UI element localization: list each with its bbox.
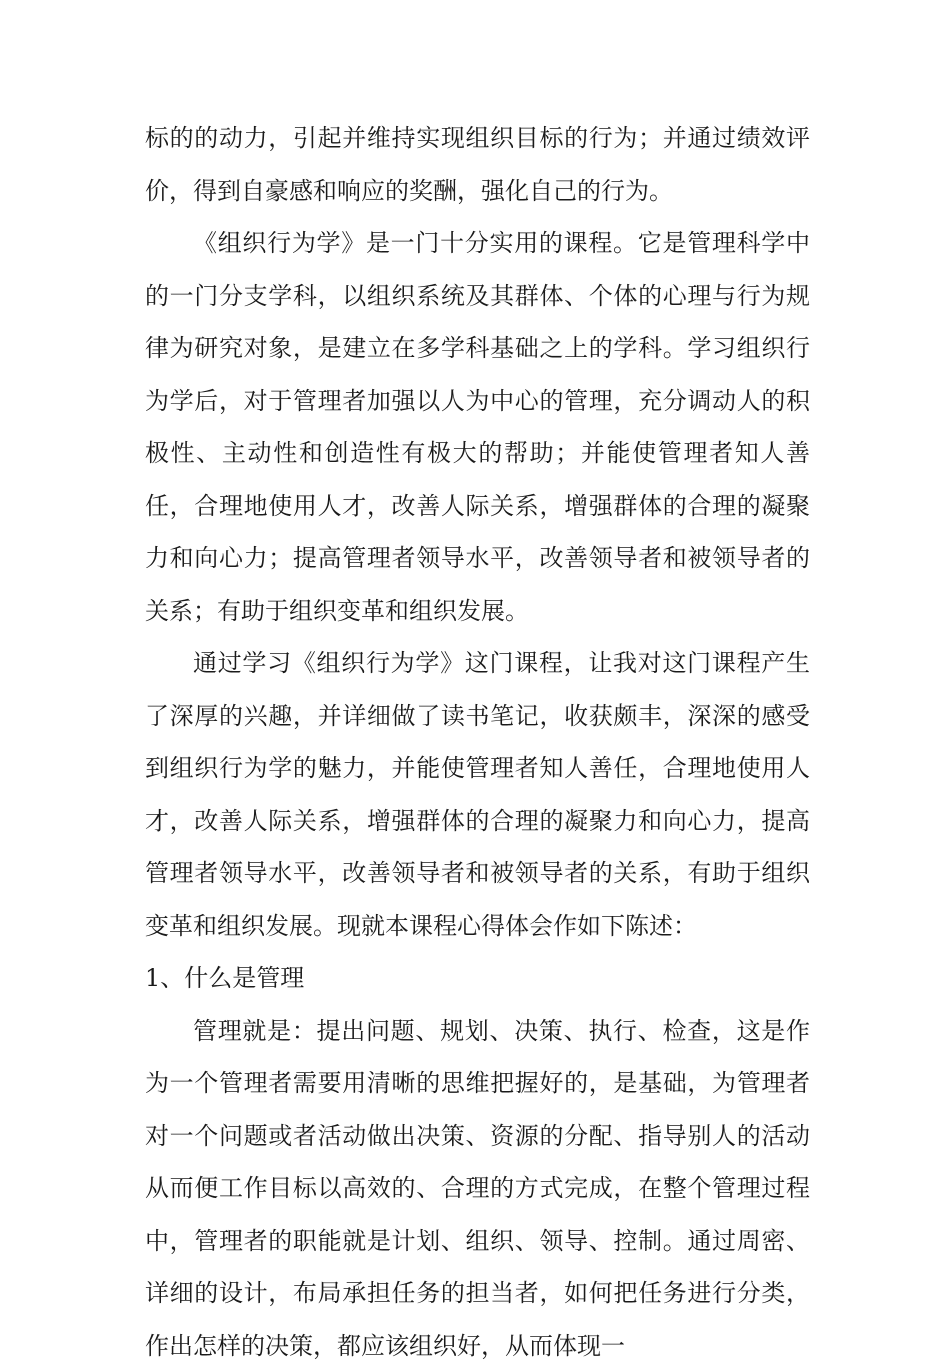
document-body <box>145 112 810 1372</box>
paragraph-study-reflection: 通过学习《组织行为学》这门课程，让我对这门课程产生了深厚的兴趣，并详细做了读书笔记，收获颇丰，深深的感受到组织行为学的魅力，并能使管理者知人善任，合理地使用人才，改善人际关系，增强群体的合理的凝聚力和向心力，提高管理者领导水平，改善领导者和被领导者的关系，有助于组织变革和组织发展。现就本课程心得体会作如下陈述： <box>145 637 810 952</box>
paragraph-continuation: 标的的动力，引起并维持实现组织目标的行为；并通过绩效评价，得到自豪感和响应的奖酬，强化自己的行为。 <box>145 112 810 217</box>
paragraph-management-definition: 管理就是：提出问题、规划、决策、执行、检查，这是作为一个管理者需要用清晰的思维把握好的，是基础，为管理者对一个问题或者活动做出决策、资源的分配、指导别人的活动从而便工作目标以高效的、合理的方式完成，在整个管理过程中，管理者的职能就是计划、组织、领导、控制。通过周密、详细的设计，布局承担任务的担当者，如何把任务进行分类，作出怎样的决策，都应该组织好，从而体现一 <box>145 1005 810 1372</box>
section-heading-what-is-management: 1、什么是管理 <box>145 952 810 1005</box>
paragraph-course-intro: 《组织行为学》是一门十分实用的课程。它是管理科学中的一门分支学科，以组织系统及其群体、个体的心理与行为规律为研究对象，是建立在多学科基础之上的学科。学习组织行为学后，对于管理者加强以人为中心的管理，充分调动人的积极性、主动性和创造性有极大的帮助；并能使管理者知人善任，合理地使用人才，改善人际关系，增强群体的合理的凝聚力和向心力；提高管理者领导水平，改善领导者和被领导者的关系；有助于组织变革和组织发展。 <box>145 217 810 637</box>
